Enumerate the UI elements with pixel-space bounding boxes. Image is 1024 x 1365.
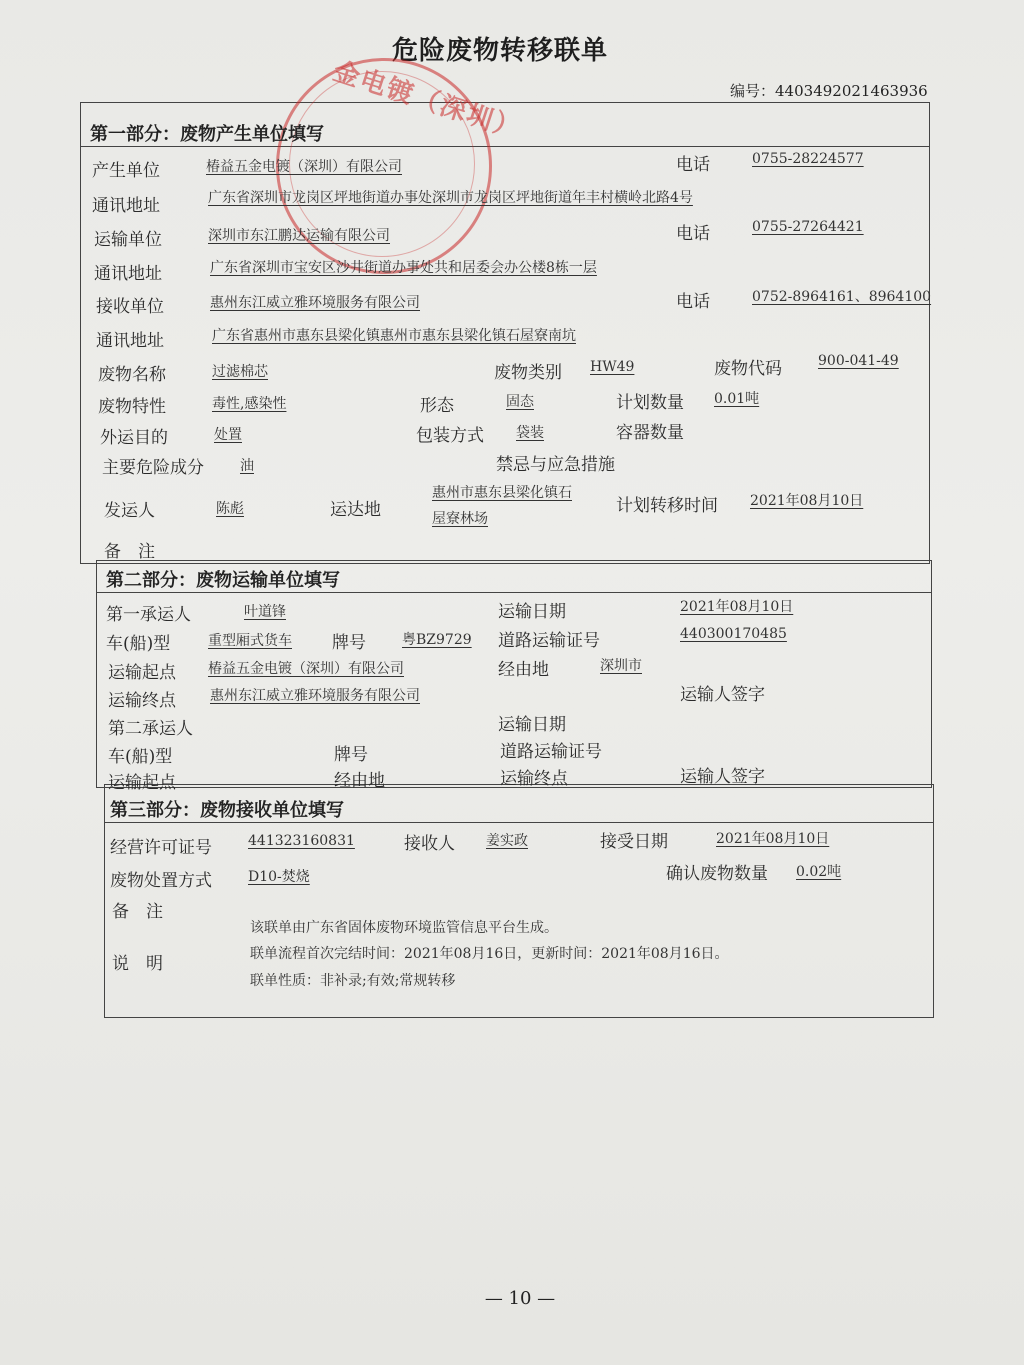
plate1-label: 牌号 [332,633,366,653]
carrier1-value: 叶道锋 [244,604,286,620]
shipper-label: 发运人 [104,501,155,521]
property-value: 毒性,感染性 [212,396,287,412]
end2-label: 运输终点 [500,769,568,789]
purpose-label: 外运目的 [100,428,168,448]
waste-name: 过滤棉芯 [212,364,268,380]
plan-qty-label: 计划数量 [616,393,684,413]
start2-label: 运输起点 [108,773,176,793]
confirm-qty-label: 确认废物数量 [666,864,768,884]
doc-no-value: 4403492021463936 [775,82,928,100]
destination-line2: 屋寮林场 [432,511,488,527]
form-label: 形态 [420,396,454,416]
receiver-value: 惠州东江威立雅环境服务有限公司 [210,295,420,311]
via1-value: 深圳市 [600,658,642,674]
page-number: — 10 — [484,1288,556,1309]
producer-addr-label: 通讯地址 [92,196,160,216]
waste-category-label: 废物类别 [494,363,562,383]
hazard-value: 油 [240,458,254,474]
seal-text: 金电镀（深圳） [329,56,526,146]
carrier2-label: 第二承运人 [108,719,193,739]
part1-heading: 第一部分：废物产生单位填写 [90,124,324,145]
pack-label: 包装方式 [416,426,484,446]
producer-value: 椿益五金电镀（深圳）有限公司 [206,159,402,175]
plan-time: 2021年08月10日 [750,493,864,509]
destination-line1: 惠州市惠东县梁化镇石 [432,485,572,501]
receiver-person: 姜实政 [486,833,528,849]
pack-value: 袋装 [516,425,544,441]
section1-divider [80,146,930,147]
producer-phone-label: 电话 [676,155,710,175]
permit1-value: 440300170485 [680,626,787,642]
waste-name-label: 废物名称 [98,365,166,385]
vehicle1-label: 车(船)型 [106,634,171,654]
document-number [730,80,928,101]
license-value: 441323160831 [248,833,355,849]
receiver-person-label: 接收人 [404,834,455,854]
transport-date1-label: 运输日期 [498,602,566,622]
transport-date1: 2021年08月10日 [680,599,794,615]
section3-divider [104,822,934,823]
end1-value: 惠州东江威立雅环境服务有限公司 [210,688,420,704]
note-label: 说 明 [112,954,163,974]
receiver-phone-label: 电话 [676,292,710,312]
shipper-value: 陈彪 [216,501,244,517]
hazard-label: 主要危险成分 [102,458,204,478]
transporter-phone-label: 电话 [676,224,710,244]
receiver-addr: 广东省惠州市惠东县梁化镇惠州市惠东县梁化镇石屋寮南坑 [212,328,576,344]
doc-no-label: 编号： [730,82,776,100]
plan-time-label: 计划转移时间 [616,496,718,516]
waste-code: 900-041-49 [818,353,899,369]
receiver-phone: 0752-8964161、8964100 [752,289,932,305]
part2-heading: 第二部分：废物运输单位填写 [106,570,340,591]
plan-qty: 0.01吨 [714,391,760,407]
transporter-addr: 广东省深圳市宝安区沙井街道办事处共和居委会办公楼8栋一层 [210,260,597,276]
receive-date-label: 接受日期 [600,832,668,852]
start1-label: 运输起点 [108,663,176,683]
via1-label: 经由地 [498,660,549,680]
transporter-value: 深圳市东江鹏达运输有限公司 [208,228,390,244]
note-line1: 该联单由广东省固体废物环境监管信息平台生成。 [250,920,558,936]
sign2-label: 运输人签字 [680,767,765,787]
part1-remark-label: 备 注 [104,542,155,562]
waste-code-label: 废物代码 [714,359,782,379]
disposal-value: D10-焚烧 [248,869,310,885]
vehicle1-value: 重型厢式货车 [208,633,292,649]
note-line3: 联单性质：非补录;有效;常规转移 [250,973,456,989]
permit2-label: 道路运输证号 [500,742,602,762]
container-qty-label: 容器数量 [616,423,684,443]
plate1-value: 粤BZ9729 [402,632,472,648]
producer-label: 产生单位 [92,161,160,181]
property-label: 废物特性 [98,397,166,417]
part3-remark-label: 备 注 [112,902,163,922]
license-label: 经营许可证号 [110,838,212,858]
receive-date: 2021年08月10日 [716,831,830,847]
via2-label: 经由地 [334,771,385,791]
document-title: 危险废物转移联单 [391,36,608,66]
confirm-qty: 0.02吨 [796,864,842,880]
transporter-label: 运输单位 [94,230,162,250]
disposal-label: 废物处置方式 [110,871,212,891]
start1-value: 椿益五金电镀（深圳）有限公司 [208,661,404,677]
carrier1-label: 第一承运人 [106,605,191,625]
transporter-phone: 0755-27264421 [752,219,864,235]
waste-category: HW49 [590,359,635,375]
taboo-label: 禁忌与应急措施 [496,455,615,475]
purpose-value: 处置 [214,427,242,443]
receiver-label: 接收单位 [96,297,164,317]
plate2-label: 牌号 [334,745,368,765]
part3-heading: 第三部分：废物接收单位填写 [110,800,344,821]
producer-phone: 0755-28224577 [752,151,864,167]
note-line2: 联单流程首次完结时间：2021年08月16日，更新时间：2021年08月16日。 [250,946,729,962]
vehicle2-label: 车(船)型 [108,747,173,767]
sign1-label: 运输人签字 [680,685,765,705]
destination-label: 运达地 [330,500,381,520]
transporter-addr-label: 通讯地址 [94,264,162,284]
section2-divider [96,592,932,593]
receiver-addr-label: 通讯地址 [96,331,164,351]
form-value: 固态 [506,394,534,410]
transport-date2-label: 运输日期 [498,715,566,735]
end1-label: 运输终点 [108,691,176,711]
permit1-label: 道路运输证号 [498,631,600,651]
producer-addr: 广东省深圳市龙岗区坪地街道办事处深圳市龙岗区坪地街道年丰村横岭北路4号 [208,190,693,206]
